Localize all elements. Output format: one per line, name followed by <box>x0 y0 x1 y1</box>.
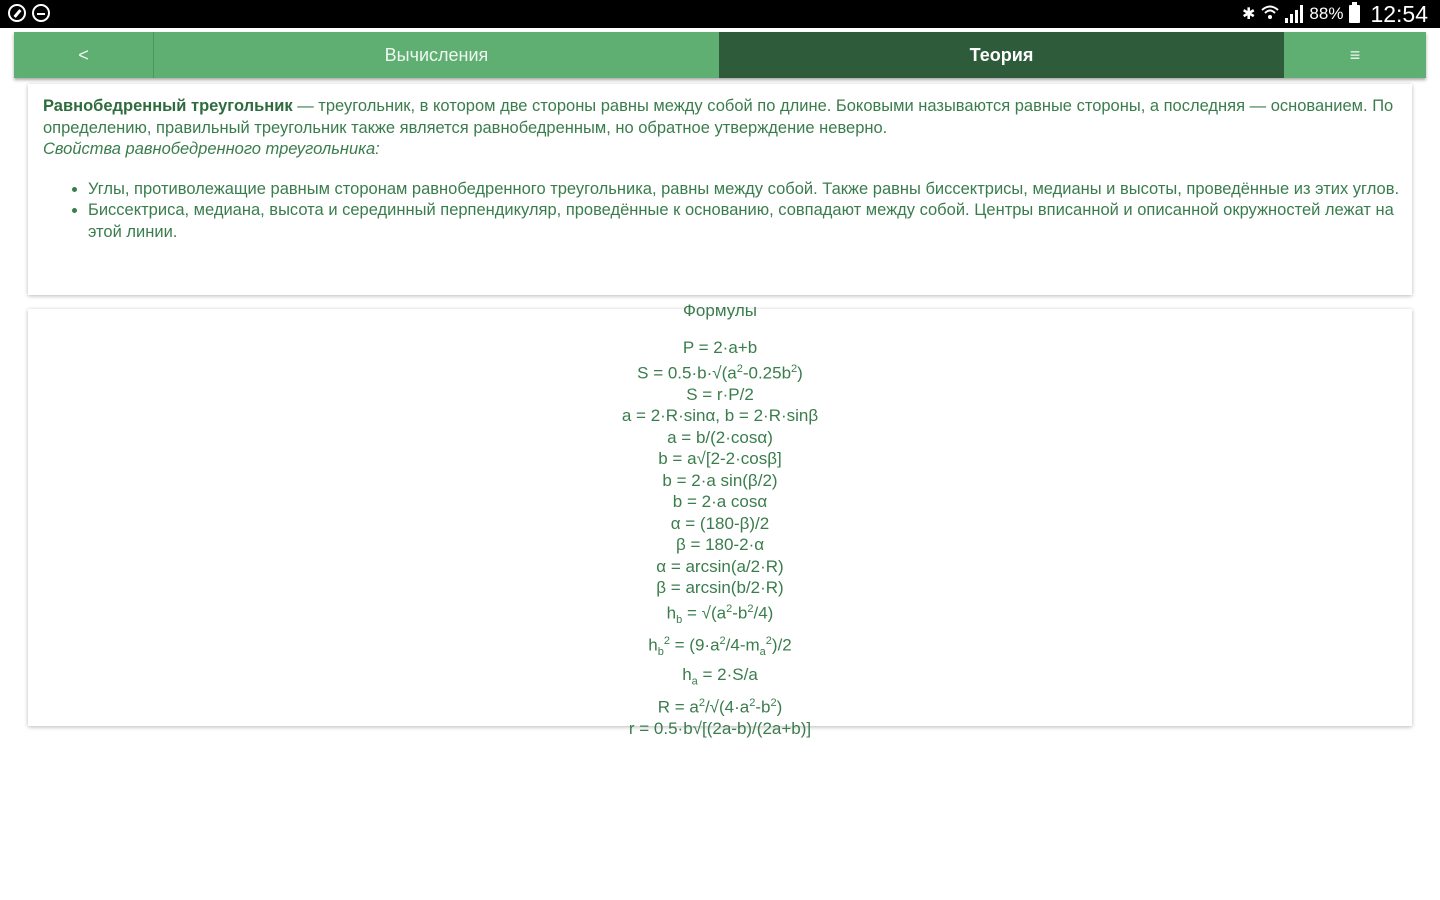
formula-line: $R = a^2/√(4\cdot a^2-b^2)$ <box>657 696 783 717</box>
tab-calculations[interactable]: Вычисления <box>384 44 489 65</box>
clock: 12:54 <box>1370 0 1428 27</box>
status-left-icons <box>8 4 50 22</box>
tab-theory[interactable]: Теория <box>719 32 1284 78</box>
compass-icon <box>8 4 26 22</box>
formula-line: b = 2·a sin(β/2) <box>662 470 778 490</box>
battery-percent: 88% <box>1309 4 1344 23</box>
formula-line: β = 180-2·α <box>675 535 765 555</box>
list-item: • Углы, противолежащие равным сторонам равнобедренного треугольника, равны между собой. Также равны биссектрисы, медианы и высоты, проведённые из этих углов. <box>88 179 1412 201</box>
properties-list <box>28 179 1412 244</box>
theory-definition: — треугольник, в котором две стороны равны между собой по длине. Боковыми называются равные стороны, а последняя — основанием. По определению, правильный треугольник также является равнобедренным, но обратное утверждение неверно. <box>43 97 1394 137</box>
properties-title: Свойства равнобедренного треугольника: <box>43 140 380 158</box>
formula-line: α = arcsin(a/2·R) <box>656 556 784 576</box>
bluetooth-icon: ✱ <box>1242 6 1256 23</box>
list-item: • Биссектриса, медиана, высота и серединный перпендикуляр, проведённые к основанию, совпадают между собой. Центры вписанной и описанной окружностей лежат на этой линии. <box>88 200 1412 243</box>
tab-bar <box>14 32 1426 78</box>
formula-line: b = 2·a cosα <box>672 492 768 512</box>
formula-line: b = a√[2-2·cosβ] <box>658 449 782 469</box>
back-button[interactable]: < <box>14 32 154 78</box>
formula-line: r = 0.5·b√[(2a-b)/(2a+b)] <box>628 718 812 738</box>
status-bar <box>0 0 1440 28</box>
formula-line: $h_b = √(a^2-b^2/4)$ <box>666 602 774 626</box>
formula-line: $h_a = 2\cdot S/a$ <box>682 664 758 688</box>
formula-line: α = (180-β)/2 <box>670 513 770 533</box>
formulas-card <box>28 301 1412 738</box>
theory-term: Равнобедренный треугольник <box>43 97 293 115</box>
theory-card <box>28 84 1412 295</box>
wifi-icon <box>1261 3 1279 26</box>
formula-line: S = r·P/2 <box>686 384 754 404</box>
formula-line: a = 2·R·sinα, b = 2·R·sinβ <box>621 406 819 426</box>
formulas-title: Формулы <box>683 301 757 320</box>
menu-button[interactable]: ≡ <box>1349 44 1361 65</box>
formula-line: $h_b^2 = (9\cdot a^2/4-m_a^2)/2$ <box>648 635 792 659</box>
formula-line: a = b/(2·cosα) <box>667 427 773 447</box>
formula-line: $S = 0.5\cdot b\cdot√(a^2-0.25b^2)$ <box>637 362 803 383</box>
battery-icon <box>1349 5 1360 23</box>
status-right-icons <box>1242 0 1428 28</box>
signal-icon <box>1285 5 1303 23</box>
formula-list <box>28 337 1412 739</box>
do-not-disturb-icon <box>32 4 50 22</box>
formula-line: P = 2·a+b <box>682 338 758 357</box>
theory-intro <box>43 96 1397 161</box>
formula-line: β = arcsin(b/2·R) <box>656 578 784 598</box>
